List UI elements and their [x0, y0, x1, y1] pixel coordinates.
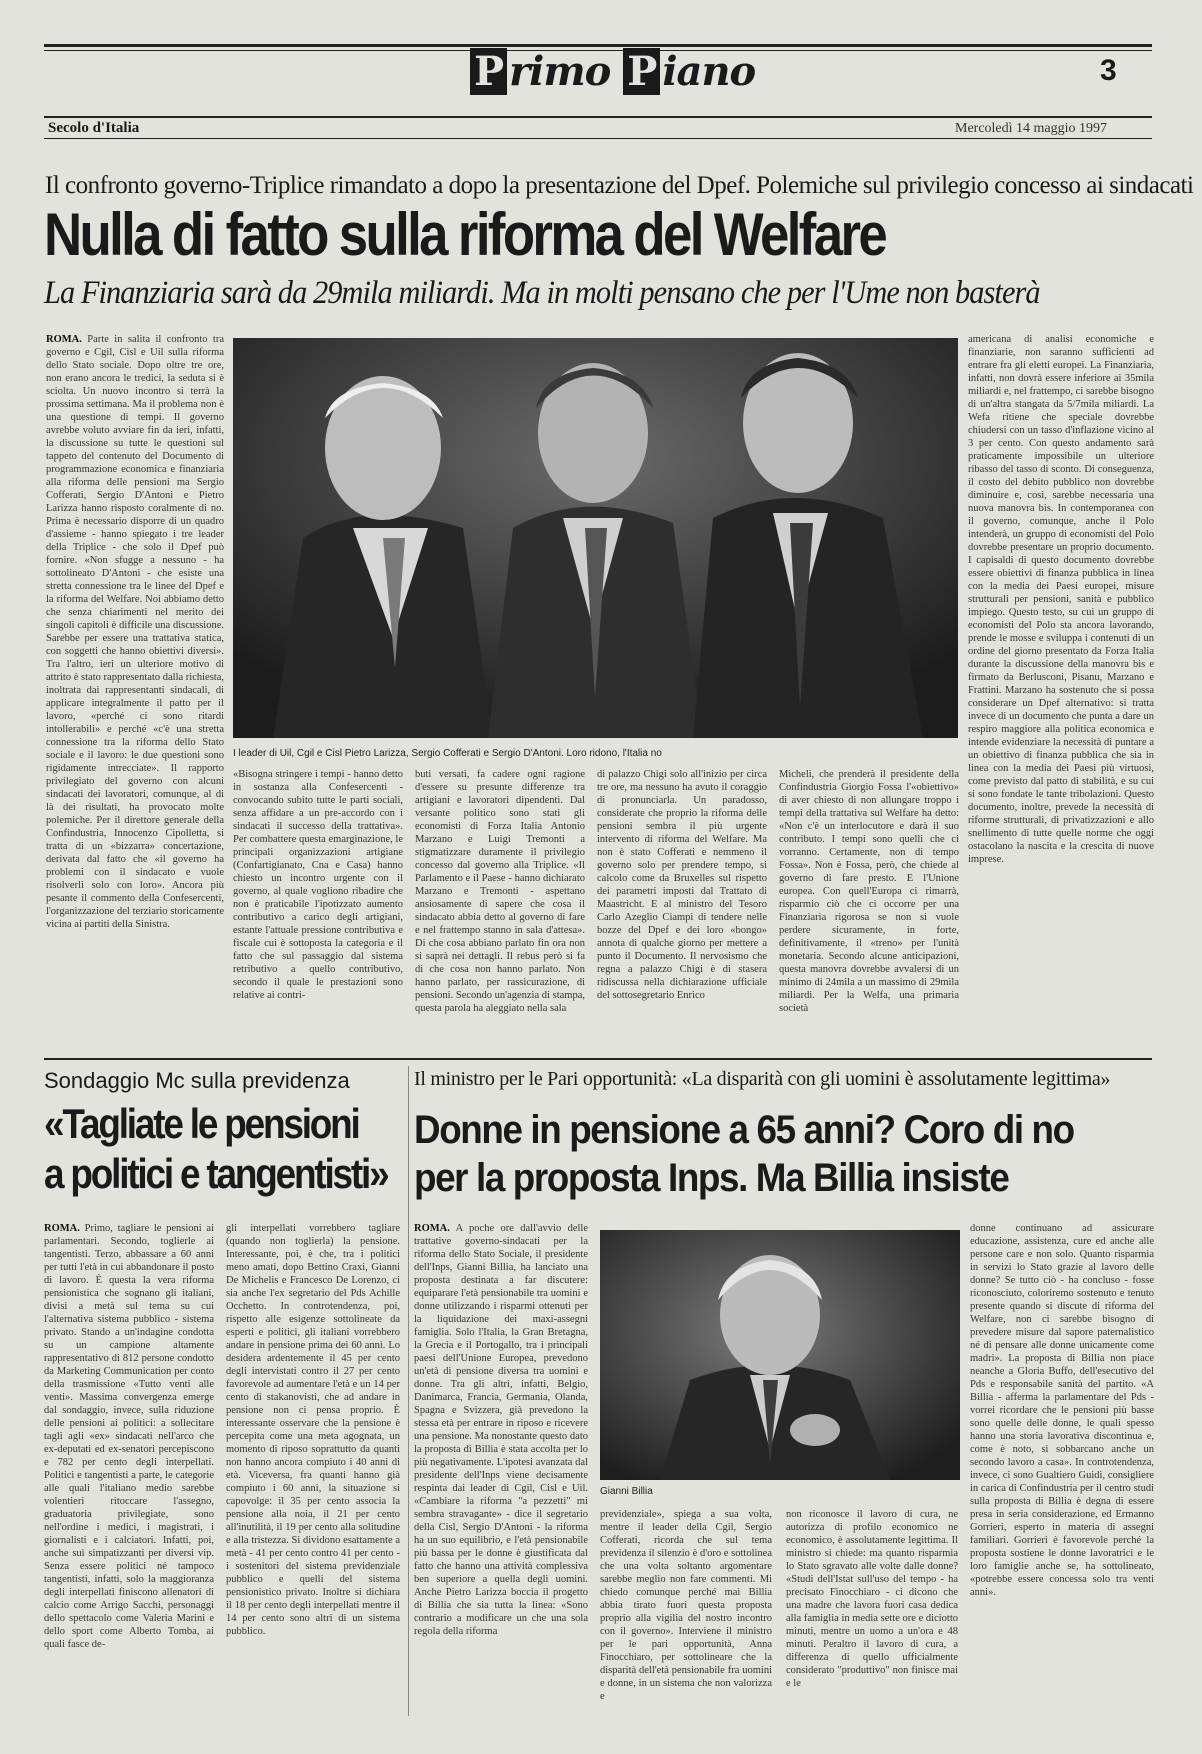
pensions-column-1 — [44, 1222, 214, 1717]
lead-photo-caption: I leader di Uil, Cgil e Cisl Pietro Larizza, Sergio Cofferati e Sergio D'Antoni. Loro ridono, l'Italia no — [233, 748, 662, 759]
women-column-2 — [600, 1508, 772, 1717]
section-title-cap-2: P — [623, 48, 660, 95]
section-title — [470, 48, 770, 95]
lead-column-1-text: Parte in salita il confronto tra governo e Cgil, Cisl e Uil sulla riforma dello Stato sociale. Dopo oltre tre ore, non erano ancora le tredici, la seduta si è sciolta. Un nuovo incontro si terrà la prossima settimana. Ma il problema non è una questione di tempi. Il governo avrebbe voluto avviare fin da ieri, infatti, la discussione su tutte le questioni sul tappeto del contenuto del Documento di programmazione economica e finanziaria alla riforma delle pensioni ma Sergio Cofferati, Sergio D'Antoni e Pietro Larizza hanno risposto coralmente di no. Prima è necessario disporre di un quadro d'assieme - hanno spiegato i tre leader della Triplice - che solo il Dpef può fornire. «Non sfugge a nessuno - ha sottolineato D'Antoni - che esiste una stretta connessione tra le linee del Dpef e la riforma del Welfare. Noi abbiamo detto che senza chiarimenti nel merito dei singoli capitoli è difficile una discussione. Sarebbe per essere una trattativa statica, con soggetti che hanno obiettivi diversi». Tra l'altro, ieri un ulteriore motivo di attrito è stato rappresentato dalla richiesta, inoltrata dai rappresentanti sindacali, di applicare integralmente il patto per il lavoro, «perché ci sono ritardi intollerabili» e perché «c'è una stretta connessione tra la riforma dello Stato sociale e il lavoro: le due questioni sono rigidamente intrecciate». — [46, 334, 224, 774]
lead-column-1 — [46, 333, 224, 1051]
pensions-headline-line-2: a politici e tangentisti» — [44, 1150, 388, 1197]
page-number: 3 — [1100, 54, 1117, 87]
lead-column-5-text: Micheli, che prenderà il presidente della Confindustria Giorgio Fossa l'«obiettivo» di aver chiesto di non allungare troppo i tempi della trattativa sul Welfare ha detto: «Non c'è un interlocutore e darà il suo contributo. I tempi sono quelli che ci vorranno. Certamente, non di tempo Fossa». Non è Fossa, però, che chiede al governo di fare presto. E l'Unione europea. Con quell'Europa ci rimarrà, risparmio ciò che ci occorre per una Finanziaria rigorosa se non si vuole perdere sicuramente, in forte, definitivamente, il «treno» per l'unità monetaria. Secondo alcune anticipazioni, questa manovra dovrebbe avvalersi di un minimo di 24mila a un massimo di 29mila miliardi. Per la Welfa, una primaria società — [779, 769, 959, 1014]
lead-column-4 — [597, 768, 767, 1051]
masthead-bottom-rule — [44, 116, 1152, 118]
pensions-kicker: Sondaggio Mc sulla previdenza — [44, 1068, 350, 1093]
lead-column-2 — [233, 768, 403, 1051]
lead-column-6 — [968, 333, 1154, 1051]
paper-name: Secolo d'Italia — [48, 120, 140, 136]
lead-column-6-text: americana di analisi economiche e finanziarie, non saranno sufficienti ad entrare fra gli eletti europei. La Finanziaria, infatti, non dovrà essere inferiore ai 35mila miliardi e, nel frattempo, ci sarebbe bisogno di un'altra stangata da 5/7mila miliardi. La Wefa ritiene che speciale dovrebbe chiudersi con un tasso d'inflazione vicino al 3 per cento. Con questo andamento sarà praticamente impossibile un ulteriore ribasso del tasso di sconto. Di conseguenza, il costo del debito pubblico non dovrebbe diminuire e, così, sarebbe necessaria una nuova manovra bis. In contemporanea con il governo, comunque, anche il Polo intenderà, un gruppo di economisti del Polo dovrebbe presentare un proprio documento. I capisaldi di questo documento dovrebbe essere obiettivi di finanza pubblica in linea con la media dei Paesi europei, misure strutturali per pensioni, sanità e pubblico impiego. Questo testo, su cui un gruppo di economisti del Polo sta ancora lavorando, prende le mosse e sviluppa i contenuti di un ordine del giorno presentato da Forza Italia durante la discussione della manovra bis e firmato da Berlusconi, Pisanu, Marzano e Frattini. Marzano ha sostenuto che si possa considerare un Dpef alternativo: si tratta invece di un documento che punta a dare un respiro maggiore alla politica economica e intende evidenziare la necessità di puntare a un obiettivo di finanza pubblica che sia in linea con la media dei Paesi più virtuosi, come previsto dal patto di stabilità, e su cui si sono fondate le tante tribolazioni. Questo documento, inoltre, prevede la necessità di riforme strutturali, di privatizzazioni e allo snellimento di tutte quelle norme che oggi ostacolano la nascita e la crescita di nuove imprese. — [968, 334, 1154, 865]
issue-date: Mercoledì 14 maggio 1997 — [955, 121, 1108, 136]
section-title-cap-1: P — [470, 48, 507, 95]
lead-column-5 — [779, 768, 959, 1051]
women-column-4 — [970, 1222, 1154, 1717]
three-union-leaders-image — [233, 338, 958, 738]
women-kicker: Il ministro per le Pari opportunità: «La disparità con gli uomini è assolutamente legittima» — [414, 1068, 1111, 1090]
billia-photo-caption: Gianni Billia — [600, 1486, 653, 1497]
lead-column-2-text: «Bisogna stringere i tempi - hanno detto in sostanza alla Confesercenti - convocando subito tutte le parti sociali, senza affidare a un pre-accordo con i sindacati il successo della trattativa». Per combattere questa emarginazione, le principali organizzazioni artigiane (Confartigianato, Cna e Casa) hanno chiesto un incontro urgente con il governo, al quale vogliono ribadire che non è praticabile l'ipotizzato aumento contributivo a carico degli artigiani, estante l'attuale pressione contributiva e fiscale cui è sottoposta la categoria e il fatto che sul passaggio dal sistema retributivo a quello contributivo, secondo il quale le prestazioni sono relative ai contri- — [233, 769, 403, 1001]
women-column-4-text: donne continuano ad assicurare educazione, assistenza, cure ed anche alle persone care e non solo. Quanto risparmia in servizi lo Stato grazie al lavoro delle donne? Se tutto ciò - ha concluso - fosse riconosciuto, coloriremo sostenuto e tenuto presente quando si discute di riforma del Welfare, non ci sarebbe bisogno di prevedere misure dal sapore paternalistico né di pensare alle donne unicamente come madri». La proposta di Billia non piace neanche a Gloria Buffo, dell'esecutivo del Pds e responsabile sanità del partito. «A Billia - afferma la parlamentare del Pds - vorrei ricordare che le pensioni più basse sono quelle delle donne, le quali spesso hanno una storia lavorativa discontinua e, come è noto, si sobbarcano anche un secondo lavoro a casa». In controtendenza, invece, ci sono Gualtiero Guidi, consigliere in carica di Confindustria per il centro studi sulla proposta di Billia è degna di essere presa in seria considerazione, ed Ermanno Gorrieri, esperto in materia di assegni familiari. Gorrieri è favorevole perché la proposta sostiene le donne lavoratrici e le loro famiglie anche se, ha sottolineato, «potrebbe essere concessa solo tra venti anni». — [970, 1223, 1154, 1598]
pensions-column-2 — [226, 1222, 400, 1717]
section-title-part-2: iano — [662, 48, 756, 95]
lead-headline: Nulla di fatto sulla riforma del Welfare — [44, 201, 886, 268]
lead-column-1b-text: Il rapporto privilegiato del governo con alcuni sindacati dei lavoratori, comunque, al di là dei risultati, ha provocato molte polemiche. Per il direttore generale della Confindustria, Innocenzo Cipolletta, si tratta di un «bizzarra» concertazione, derivata dal fatto che «il governo ha problemi con il sindacato e vuole risolverli solo con loro». Ancora più pesante il commento della Confesercenti, l'organizzazione del terziario storicamente vicina ai partiti della Sinistra. — [46, 763, 224, 930]
story-divider — [408, 1066, 409, 1716]
lead-column-3-text: buti versati, fa cadere ogni ragione d'essere su presunte differenze tra artigiani e lavoratori dipendenti. Dal versante politico sono stati gli economisti di Forza Italia Antonio Marzano e Luigi Tremonti a stigmatizzare duramente il privilegio concesso dal governo alla Triplice. «Il Parlamento e il Paese - hanno dichiarato Marzano e Tremonti - aspettano ansiosamente di sapere che cosa il sindacato abbia detto al governo di fare e nel frattempo stanno in sala d'attesa». Di che cosa abbiano parlato fin ora non si saprà nei dettagli. Il rebus però si fa di che cosa non hanno parlato. Non hanno parlato, per rassicurazione, di pensioni. Secondo un'agenzia di stampa, questa parola ha aleggiato nella sala — [415, 769, 585, 1014]
lead-column-4-text: di palazzo Chigi solo all'inizio per circa tre ore, ma nessuno ha avuto il coraggio di pronunciarla. Un paradosso, considerate che proprio la riforma delle pensioni sembra il più urgente intervento di riforma del Welfare. Ma non è stato Cofferati e nemmeno il governo solo per prendere tempo, si calcolo come da Bruxelles sul rispetto dei parametri imposti dal Trattato di Maastricht. E al ministro del Tesoro Carlo Azeglio Ciampi di tendere nelle bozze del Dpef e dei loro «bongo» annota di qualche giorno per mettere a punto il Documento. Il nervosismo che regna a palazzo Chigi è di stasera ridiscussa nella dichiarazione ufficiale del sottosegretario Enrico — [597, 769, 767, 1001]
masthead-date-rule — [44, 138, 1152, 139]
gianni-billia-image — [600, 1230, 960, 1480]
lead-dateline: ROMA. — [46, 334, 82, 345]
women-dateline: ROMA. — [414, 1223, 450, 1234]
women-headline-line-1: Donne in pensione a 65 anni? Coro di no — [414, 1108, 1074, 1152]
lead-kicker: Il confronto governo-Triplice rimandato a dopo la presentazione del Dpef. Polemiche sul privilegio concesso ai sindacati — [45, 172, 1194, 199]
women-column-1-text: A poche ore dall'avvio delle trattative governo-sindacati per la riforma dello Stato Sociale, il presidente dell'Inps, Gianni Billia, ha lanciato una proposta destinata a far discutere: equiparare l'età pensionabile tra uomini e donne utilizzando i risparmi ottenuti per la liquidazione dei maxi-assegni famiglia. Solo l'Italia, la Gran Bretagna, la Grecia e il Portogallo, tra i principali paesi dell'Unione Europea, prevedono un'età di pensione diversa tra uomini e donne. Tra gli altri, infatti, Belgio, Danimarca, Francia, Germania, Olanda, Spagna e Svizzera, già prevedono la stessa età per entrare in riposo e ricevere una pensione. Ma nonostante questo dato la proposta di Billia è stata accolta per lo più negativamente. L'ipotesi avanzata dal presidente dell'Inps viene decisamente respinta dai leader di Cgil, Cisl e Uil. «Cambiare la riforma "a pezzetti" mi sembra stravagante» - dice il segretario della Cisl, Sergio D'Antoni - la riforma ha un suo equilibrio, e l'età pensionabile più bassa per le donne è giustificata dal fatto che hanno una attività complessiva ben superiore a quella degli uomini. Anche Pietro Larizza boccia il progetto di Billia che sia tutta la linea: «Sono contrario a modificare un che una sola regola della riforma — [414, 1223, 588, 1637]
women-column-2-text: previdenziale», spiega a sua volta, mentre il leader della Cgil, Sergio Cofferati, ricorda che sul tema previdenza il silenzio è d'oro e sottolinea che una volta soltanto argomentare sarebbe meglio non fare commenti. Mi chiedo comunque perché mai Billia abbia tirato fuori questa proposta proprio alla vigilia del nostro incontro con il governo». Interviene il ministro per le pari opportunità, Anna Finocchiaro, per sottolineare che la disparità dell'età pensionabile fra uomini e donne, in un sistema che non valorizza e — [600, 1509, 772, 1702]
women-column-3-text: non riconosce il lavoro di cura, ne autorizza di profilo economico ne economico, è assolutamente legittima. Il ministro si chiede: ma quanto risparmia lo Stato sgravato alle volte dalle donne? «Studi dell'Istat sull'uso del tempo - ha precisato Finocchiaro - ci dicono che una madre che lavora fuori casa dedica alla famiglia in media sette ore e diciotto minuti, mentre un uomo a un'ora e 48 minuti. Peraltro il lavoro di cura, a differenza di quello ufficialmente considerato "produttivo" non finisce mai e le — [786, 1509, 958, 1689]
lower-section-rule — [44, 1058, 1152, 1060]
lead-photo — [233, 338, 958, 738]
lead-subhead: La Finanziaria sarà da 29mila miliardi. Ma in molti pensano che per l'Ume non basterà — [44, 275, 1040, 311]
section-title-part-1: rimo — [509, 48, 624, 95]
top-rule-thick — [44, 44, 1152, 47]
women-headline-line-2: per la proposta Inps. Ma Billia insiste — [414, 1156, 1009, 1200]
pensions-dateline: ROMA. — [44, 1223, 80, 1234]
billia-photo — [600, 1230, 960, 1480]
pensions-column-1-text: Primo, tagliare le pensioni ai parlamentari. Secondo, toglierle ai tangentisti. Terzo, abbassare a 60 anni per tutti l'età in cui abbandonare il posto di lavoro. È questa la vera riforma pensionistica che sognano gli italiani, divisi a metà sul tema su cui l'alternativa sistema pubblico - sistema privato. Stando a un'indagine condotta su un campione altamente rappresentativo di 812 persone condotto da Marketing Communication per conto della trasmissione «Tutto venti alle venti». Massima convergenza emerge dal sondaggio, invece, sulla riduzione delle pensioni ai politici: a sollecitare tagli agli «ex» sindacati nell'arco che ex-deputati ed ex-senatori percepiscono e 782 per cento degli interpellati. Politici e tangentisti a parte, le categorie alle quali l'italiano medio sarebbe volentieri ritoccare l'assegno, graduatoria privilegiate, sono nell'ordine i medici, i magistrati, i giornalisti e i calciatori. Infatti, poi, anche sui simpatizzanti per diversi vip. Senza essere politici né tampoco tangentisti, infatti, solo la maggioranza degli interpellati finiscono allenatori di calcio come Arrigo Sacchi, personaggi dello spettacolo come Valeria Marini e dello sport come Alberto Tomba, ai quali fasce de- — [44, 1223, 214, 1650]
pensions-column-2-text: gli interpellati vorrebbero tagliare (quando non toglierla) la pensione. Interessante, poi, è che, tra i politici meno amati, dopo Bettino Craxi, Gianni De Michelis e Francesco De Lorenzo, ci sia anche l'ex segretario del Pds Achille Occhetto. In controtendenza, poi, rispetto alle esigenze sottolineate da esperti e politici, gli italiani vorrebbero andare in pensione prima dei 60 anni. Lo desidera ardentemente il 45 per cento degli intervistati contro il 27 per cento favorevole ad aumentare l'età e un 14 per cento di stakanovisti, che ad andare in pensione non ci pensa proprio. È interessante osservare che la pensione è percepita come una meta agognata, un momento di riposo soprattutto da quanti non hanno ancora compiuto i 40 anni di età. Viceversa, fra quanti hanno già compiuto i 60 anni, la situazione si capovolge: il 35 per cento associa la pensione alla noia, il 21 per cento all'inutilità, il 19 per cento alla solitudine e alla tristezza. Si dividono esattamente a metà - 41 per cento contro 41 per cento - i sostenitori del sistema previdenziale pubblico e quelli del sistema pensionistico privato. Inoltre si dichiara il 18 per cento degli interpellati mentre il 14 per cento sono altri di un sistema pubblico. — [226, 1223, 400, 1637]
lead-column-3 — [415, 768, 585, 1051]
pensions-headline-line-1: «Tagliate le pensioni — [44, 1100, 359, 1147]
women-column-1 — [414, 1222, 588, 1717]
women-column-3 — [786, 1508, 958, 1717]
